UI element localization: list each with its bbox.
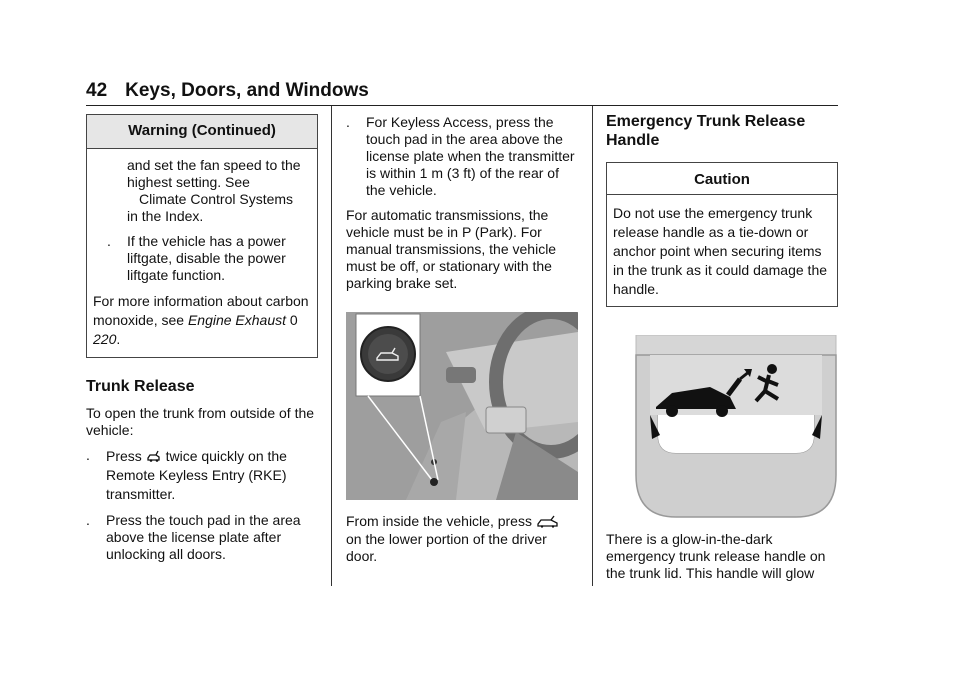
trunk-key-icon xyxy=(147,449,161,463)
bullet-dot: . xyxy=(86,447,90,463)
column-divider-1 xyxy=(331,106,332,586)
bullet1-post: twice quickly on the Remote Keyless Entry (RKE) transmitter. xyxy=(106,448,287,502)
page-header xyxy=(86,80,838,106)
bullet1-pre: Press xyxy=(106,448,142,464)
warning-bullet-text: If the vehicle has a power liftgate, disable the power liftgate function. xyxy=(127,233,286,283)
more-info-text: For more information about carbon monoxide, see xyxy=(93,293,309,328)
bullet-dot: . xyxy=(107,233,111,249)
warning-continued-text: and set the fan speed to the highest setting. See xyxy=(127,157,301,190)
page-number: 42 xyxy=(86,80,108,101)
door-switch-photo xyxy=(346,312,578,500)
trunk-release-heading: Trunk Release xyxy=(86,378,195,395)
keyless-bullet xyxy=(346,114,578,199)
warning-title: Warning (Continued) xyxy=(87,115,317,149)
trunk-bullet-1-text xyxy=(106,447,318,504)
trunk-release-intro: To open the trunk from outside of the vehicle: xyxy=(86,405,315,438)
engine-exhaust-link[interactable]: Engine Exhaust xyxy=(187,312,287,328)
trunk-bullet-2 xyxy=(86,512,318,563)
emergency-heading: Emergency Trunk Release Handle xyxy=(606,113,806,149)
trunk-bullet-2-text: Press the touch pad in the area above the license plate after unlocking all doors. xyxy=(106,512,301,562)
column-1 xyxy=(86,114,318,571)
inside-post: on the lower portion of the driver door. xyxy=(346,531,547,564)
column-2 xyxy=(346,114,578,573)
keyless-bullet-text: For Keyless Access, press the touch pad in the area above the license plate when the transmitter is within 1 m (3 ft) of the rear of the vehicle. xyxy=(366,114,575,198)
page-reference-icon: 0 xyxy=(289,312,298,328)
caution-box xyxy=(606,162,838,307)
transmission-para: For automatic transmissions, the vehicle must be in P (Park). For manual transmissions, the vehicle must be off, or stationary with the parking brake set. xyxy=(346,207,557,291)
bullet-dot: . xyxy=(346,114,350,130)
column-3 xyxy=(606,112,838,590)
inside-instruction xyxy=(346,512,578,531)
emergency-body: There is a glow-in-the-dark emergency trunk release handle on the trunk lid. This handle will glow xyxy=(606,531,826,581)
column-divider-2 xyxy=(592,106,593,586)
engine-exhaust-page[interactable]: 220 xyxy=(93,331,117,347)
warning-ref-suffix: in the Index. xyxy=(127,208,204,224)
section-title: Keys, Doors, and Windows xyxy=(125,80,369,101)
caution-text: Do not use the emergency trunk release handle as a tie-down or anchor point when securing items in the trunk as it could damage the handle. xyxy=(613,205,828,297)
warning-more-info: For more information about carbon monoxide, see Engine Exhaust 0 220. xyxy=(93,293,309,347)
warning-box xyxy=(86,114,318,358)
warning-ref-link[interactable]: Climate Control Systems xyxy=(139,191,294,207)
warning-body xyxy=(87,149,317,357)
trunk-release-icon xyxy=(537,514,559,528)
inside-pre: From inside the vehicle, press xyxy=(346,513,532,529)
warning-bullet xyxy=(107,233,311,284)
bullet-dot: . xyxy=(86,512,90,528)
emergency-handle-illustration xyxy=(632,335,840,519)
trunk-bullet-1 xyxy=(86,447,318,504)
caution-title: Caution xyxy=(607,163,837,195)
